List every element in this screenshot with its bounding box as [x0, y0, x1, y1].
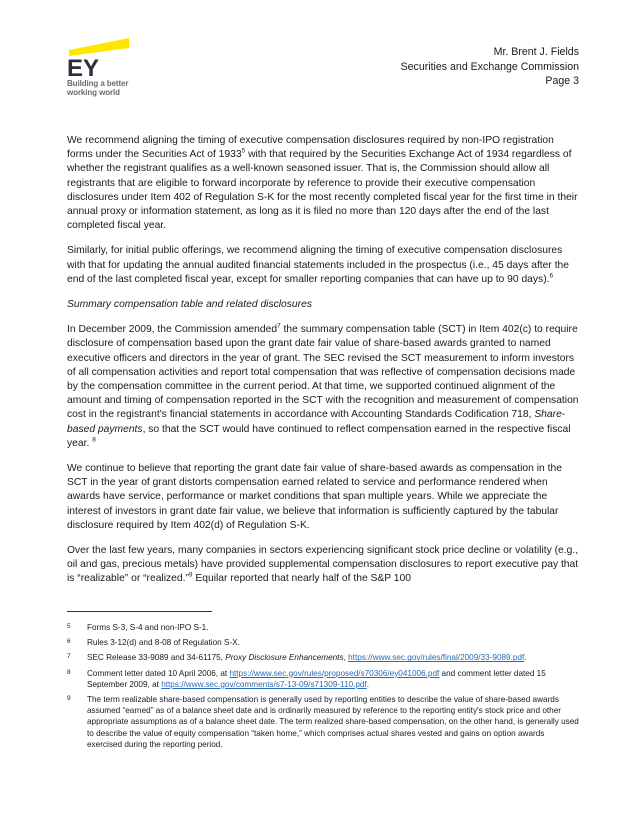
footnote-ref-6[interactable]: 6: [549, 272, 554, 280]
footnote-ref-8[interactable]: 8: [92, 436, 96, 444]
footnote-9: 9 The term realizable share-based compensation is generally used by reporting entities to describe the value of share-based awards assumed “earned” as of a balance sheet date and is ordinarily measured by reference to the reporting entity's stock price and other appropriate assumptions as of a balance sheet date. The term realized share-based compensation, on the other hand, is generally used to describe the value of equity compensation “taken home,” which comprises actual shares vested and gains on option awards exercised during the reporting period.: [67, 695, 579, 749]
recipient-name: Mr. Brent J. Fields: [493, 46, 579, 58]
page-number: Page 3: [545, 75, 579, 87]
logo-tagline: [67, 79, 128, 97]
comment-letter-2009-link[interactable]: https://www.sec.gov/comments/s7-13-09/s71309-110.pdf: [161, 679, 367, 689]
paragraph-3: In December 2009, the Commission amended$^7$ the summary compensation table (SCT) in Item 402(c) to require disclosure of compensation based upon the grant date fair value of share-based awards granted to named executive officers and directors in the year of grant. The SEC revised the SCT measurement to inform investors of all compensation activities and report total compensation that was reflective of compensation decisions made by the compensation committee in the current period. At that time, we supported continued alignment of the amount and timing of compensation reported in the SCT with the recognition and measurement of compensation cost in the registrant's financial statements in accordance with Accounting Standards Codification 718, Share-based payments, so that the SCT would have continued to reflect compensation earned in the respective fiscal year. $^8$: [67, 322, 579, 449]
paragraph-1: We recommend aligning the timing of executive compensation disclosures required by non-IPO registration forms under the Securities Act of 1933$^5$ with that required by the Securities Exchange Act of 1934 regardless of whether the registrant qualifies as a well-known seasoned issuer. That is, the Commission should allow all registrants that are eligible to forward incorporate by reference to provide their executive compensation disclosures under Item 402 of Regulation S-K for the most recently completed fiscal year for the first time in their annual proxy or information statement, as long as it is filed no more than 120 days after the end of the last completed fiscal year.: [67, 135, 578, 232]
footnote-5: 5 Forms S-3, S-4 and non-IPO S-1.: [67, 623, 209, 632]
letter-body: [67, 134, 579, 598]
footnote-8: 8 Comment letter dated 10 April 2006, at https://www.sec.gov/rules/proposed/s70306/ey041006.pdf and comment letter dated 15 September 2009, at https://www.sec.gov/comments/s7-13-09/s71309-110.pdf.: [67, 668, 546, 689]
recipient-org: Securities and Exchange Commission: [400, 60, 579, 73]
ey-logo-mark-icon: [67, 38, 147, 78]
paragraph-4: We continue to believe that reporting the grant date fair value of share-based awards as compensation in the SCT in the year of grant distorts compensation earned related to service and performance rendered when awards have service, performance or market conditions that span multiple years. While we appreciate the interest of investors in grant date fair value, we believe that information is sufficiently captured by the tabular disclosure required by Item 402(d) of Regulation S-K.: [67, 463, 562, 531]
footnote-7: 7 SEC Release 33-9089 and 34-61175, Proxy Disclosure Enhancements, https://www.sec.gov/rules/final/2009/33-9089.pdf.: [67, 653, 527, 663]
paragraph-5: Over the last few years, many companies in sectors experiencing significant stock price decline or volatility (e.g., oil and gas, precious metals) have provided supplemental compensation disclosures to report executive pay that is “realizable” or “realized.”$^9$ Equilar reported that nearly half of the S&P 100: [67, 545, 579, 585]
footnote-ref-5[interactable]: 5: [241, 147, 246, 155]
sec-release-link[interactable]: https://www.sec.gov/rules/final/2009/33-9089.pdf: [348, 653, 525, 663]
logo-wordmark: EY: [67, 55, 100, 78]
footnote-6: 6 Rules 3-12(d) and 8-08 of Regulation S-X.: [67, 638, 240, 648]
comment-letter-2006-link[interactable]: https://www.sec.gov/rules/proposed/s70306/ey041006.pdf: [229, 668, 440, 678]
logo-tagline-line1: Building a better: [67, 79, 129, 88]
footnotes: [67, 622, 579, 754]
footnote-ref-9[interactable]: 9: [188, 572, 193, 580]
ey-logo: [67, 38, 147, 98]
logo-tagline-line2: working world: [67, 88, 120, 97]
recipient-address: [401, 45, 579, 89]
section-heading: Summary compensation table and related disclosures: [67, 299, 312, 311]
paragraph-2: Similarly, for initial public offerings, we recommend aligning the timing of executive compensation disclosures with that for updating the annual audited financial statements included in the prospectus (i.e., 45 days after the end of the last completed fiscal year, except for smaller reporting companies that can have up to 90 days).$^6$: [67, 245, 570, 285]
footnote-divider: [67, 611, 212, 612]
footnote-ref-7[interactable]: 7: [277, 322, 281, 330]
